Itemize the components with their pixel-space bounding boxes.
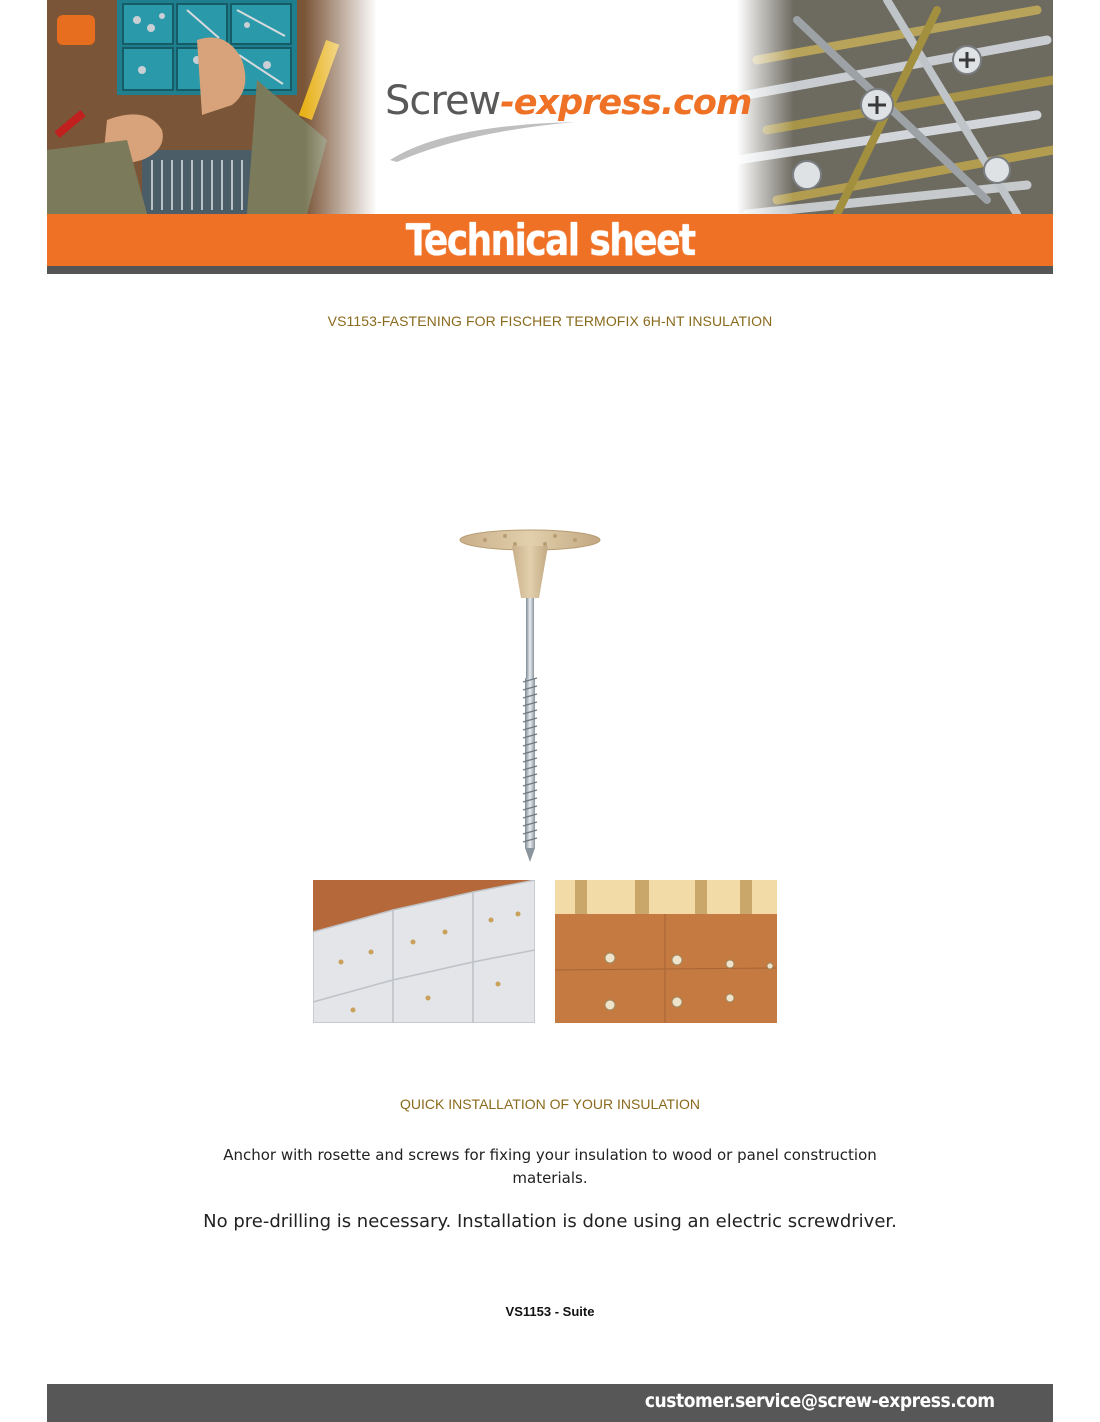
title-bar [47, 214, 1053, 266]
title-underline [47, 266, 1053, 274]
logo-wordmark-express: -express.com [500, 83, 752, 123]
screw-express-logo [385, 70, 752, 170]
installation-note: No pre-drilling is necessary. Installation is done using an electric screwdriver. [203, 1211, 897, 1232]
footer-bar [47, 1384, 1053, 1422]
product-reference: VS1153 - Suite [505, 1304, 595, 1319]
insulation-panels-photo [313, 880, 535, 1023]
header-banner [47, 0, 1053, 214]
product-title: VS1153-FASTENING FOR FISCHER TERMOFIX 6H-NT INSULATION [327, 313, 773, 329]
screws-pile-photo [737, 0, 1053, 214]
customer-service-email-link[interactable]: customer.service@screw-express.com [645, 1390, 995, 1412]
page-title: Technical sheet [405, 214, 695, 266]
wood-fiber-wall-photo [555, 880, 777, 1023]
logo-wordmark-screw: Screw [385, 78, 501, 124]
insulation-anchor-image [455, 520, 605, 865]
product-description: Anchor with rosette and screws for fixing your insulation to wood or panel construction materials. [223, 1146, 877, 1187]
toolbox-photo [47, 0, 377, 214]
logo-swoosh-icon [385, 120, 585, 165]
header [47, 0, 1053, 274]
section-heading: QUICK INSTALLATION OF YOUR INSULATION [399, 1096, 700, 1112]
